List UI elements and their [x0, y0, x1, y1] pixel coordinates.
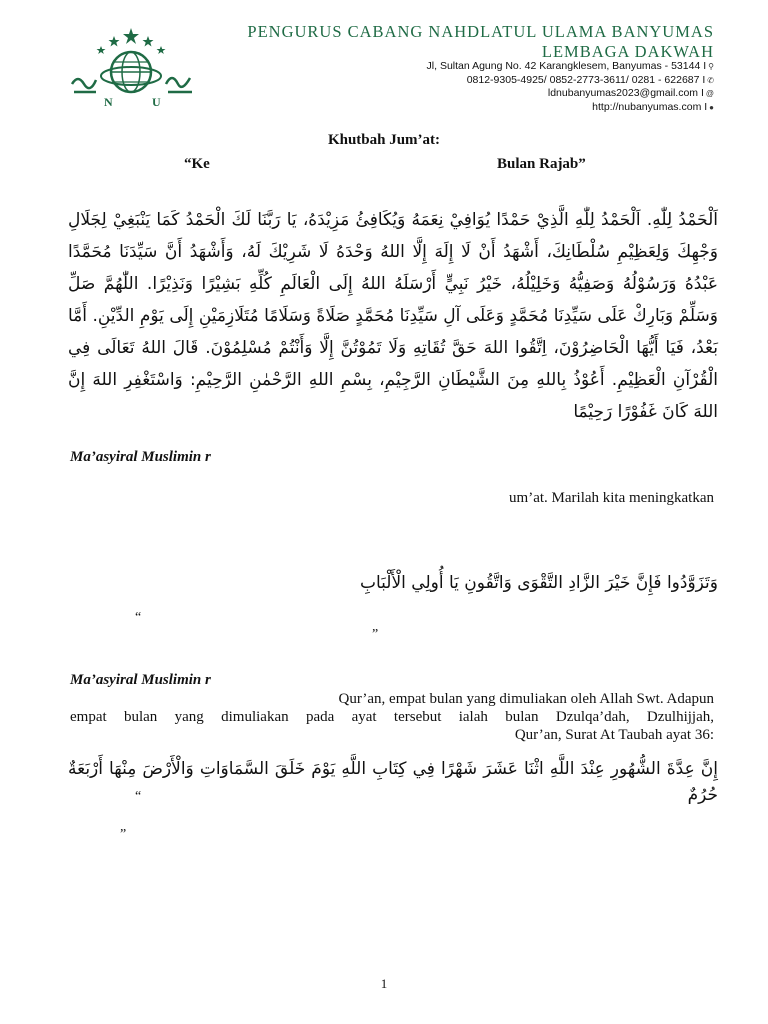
org-line-2: LEMBAGA DAKWAH [541, 42, 714, 61]
org-line-1: PENGURUS CABANG NAHDLATUL ULAMA BANYUMAS [247, 22, 714, 41]
contact-block [427, 60, 714, 114]
quote-open-2: “ [135, 789, 142, 804]
quran-verse-1: وَتَزَوَّدُوا فَإِنَّ خَيْرَ الزَّادِ التَّقْوَى وَاتَّقُونِ يَا أُولِي الْأَلْبَابِ [359, 573, 718, 593]
address-line [427, 60, 714, 74]
web-icon: ● [709, 102, 714, 112]
arabic-opening-paragraph: اَلْحَمْدُ لِلّٰهِ. اَلْحَمْدُ لِلّٰهِ الَّذِيْ حَمْدًا يُوَافِيْ نِعَمَهُ وَيُكَافِئُ مَزِيْدَهُ، يَا رَبَّنَا لَكَ الْحَمْدُ كَمَا يَنْبَغِيْ لِجَلَالِ وَجْهِكَ وَلِعَظِيْمِ سُلْطَانِكَ، أَشْهَدُ أَنْ لَا إِلَهَ إِلَّا اللهُ وَحْدَهُ لَا شَرِيْكَ لَهُ، وَأَشْهَدُ أَنَّ سَيِّدَنَا مُحَمَّدًا عَبْدُهُ وَرَسُوْلُهُ وَصَفِيُّهُ وَخَلِيْلُهُ، خَيْرُ نَبِيٍّ أَرْسَلَهُ اللهُ إِلَى الْعَالَمِ كُلِّهِ بَشِيْرًا وَنَذِيْرًا. اللّٰهُمَّ صَلِّ وَسَلِّمْ وَبَارِكْ عَلَى سَيِّدِنَا مُحَمَّدٍ وَعَلَى آلِ سَيِّدِنَا مُحَمَّدٍ صَلَاةً وَسَلَامًا مُتَلَازِمَيْنِ إِلَى يَوْمِ الدِّيْنِ. أَمَّا بَعْدُ، فَيَا أَيُّهَا الْحَاضِرُوْنَ، اِتَّقُوا اللهَ حَقَّ تُقَاتِهِ وَلَا تَمُوْتُنَّ إِلَّا وَأَنْتُمْ مُسْلِمُوْنَ. قَالَ اللهُ تَعَالَى فِي الْقُرْآنِ الْعَظِيْمِ. أَعُوْذُ بِاللهِ مِنَ الشَّيْطَانِ الرَّجِيْمِ، بِسْمِ اللهِ الرَّحْمٰنِ الرَّحِيْمِ: وَاسْتَغْفِرِ اللهَ إِنَّ اللهَ كَانَ غَفُوْرًا رَحِيْمًا [68, 210, 718, 422]
section2-line-1: Qur’an, empat bulan yang dimuliakan oleh Allah Swt. Adapun [338, 691, 714, 707]
phone-text: 0812-9305-4925/ 0852-2773-3611/ 0281 - 622687 I [466, 73, 706, 86]
section2-line-3: Qur’an, Surat At Taubah ayat 36: [514, 727, 714, 743]
quote-close-1: ” [372, 627, 379, 642]
logo-letter-n: N [104, 95, 113, 109]
location-icon: ⚲ [708, 62, 714, 71]
website-text: http://nubanyumas.com I [592, 100, 708, 113]
email-icon: @ [705, 89, 714, 98]
logo-letter-u: U [152, 95, 161, 109]
section-heading-1: Ma’asyiral Muslimin r [70, 449, 211, 465]
quote-close-2: ” [120, 827, 127, 842]
section-heading-2: Ma’asyiral Muslimin r [70, 672, 211, 688]
section1-text: um’at. Marilah kita meningkatkan [509, 490, 714, 506]
email-line [427, 87, 714, 101]
organization-name [247, 22, 714, 62]
quran-verse-2: إِنَّ عِدَّةَ الشُّهُورِ عِنْدَ اللَّهِ اثْنَا عَشَرَ شَهْرًا فِي كِتَابِ اللَّهِ يَوْمَ خَلَقَ السَّمَاوَاتِ وَالْأَرْضَ مِنْهَا أَرْبَعَةٌ حُرُمٌ [68, 759, 718, 805]
website-line [427, 101, 714, 115]
quote-open-1: “ [135, 610, 142, 625]
phone-icon: ✆ [707, 75, 714, 85]
section2-line-2: empat bulan yang dimuliakan pada ayat tersebut ialah bulan Dzulqa’dah, Dzulhijjah, [70, 709, 714, 725]
nu-logo [64, 26, 198, 110]
khutbah-title: Khutbah Jum’at: [327, 132, 441, 148]
subtitle-left: “Ke [184, 156, 210, 172]
subtitle-right: Bulan Rajab” [497, 156, 586, 172]
nu-globe-logo-icon [64, 26, 198, 110]
address-text: Jl, Sultan Agung No. 42 Karangklesem, Banyumas - 53144 I [426, 60, 707, 72]
page-number: 1 [380, 976, 388, 991]
phone-line [427, 74, 714, 88]
email-text: ldnubanyumas2023@gmail.com I [547, 87, 704, 99]
